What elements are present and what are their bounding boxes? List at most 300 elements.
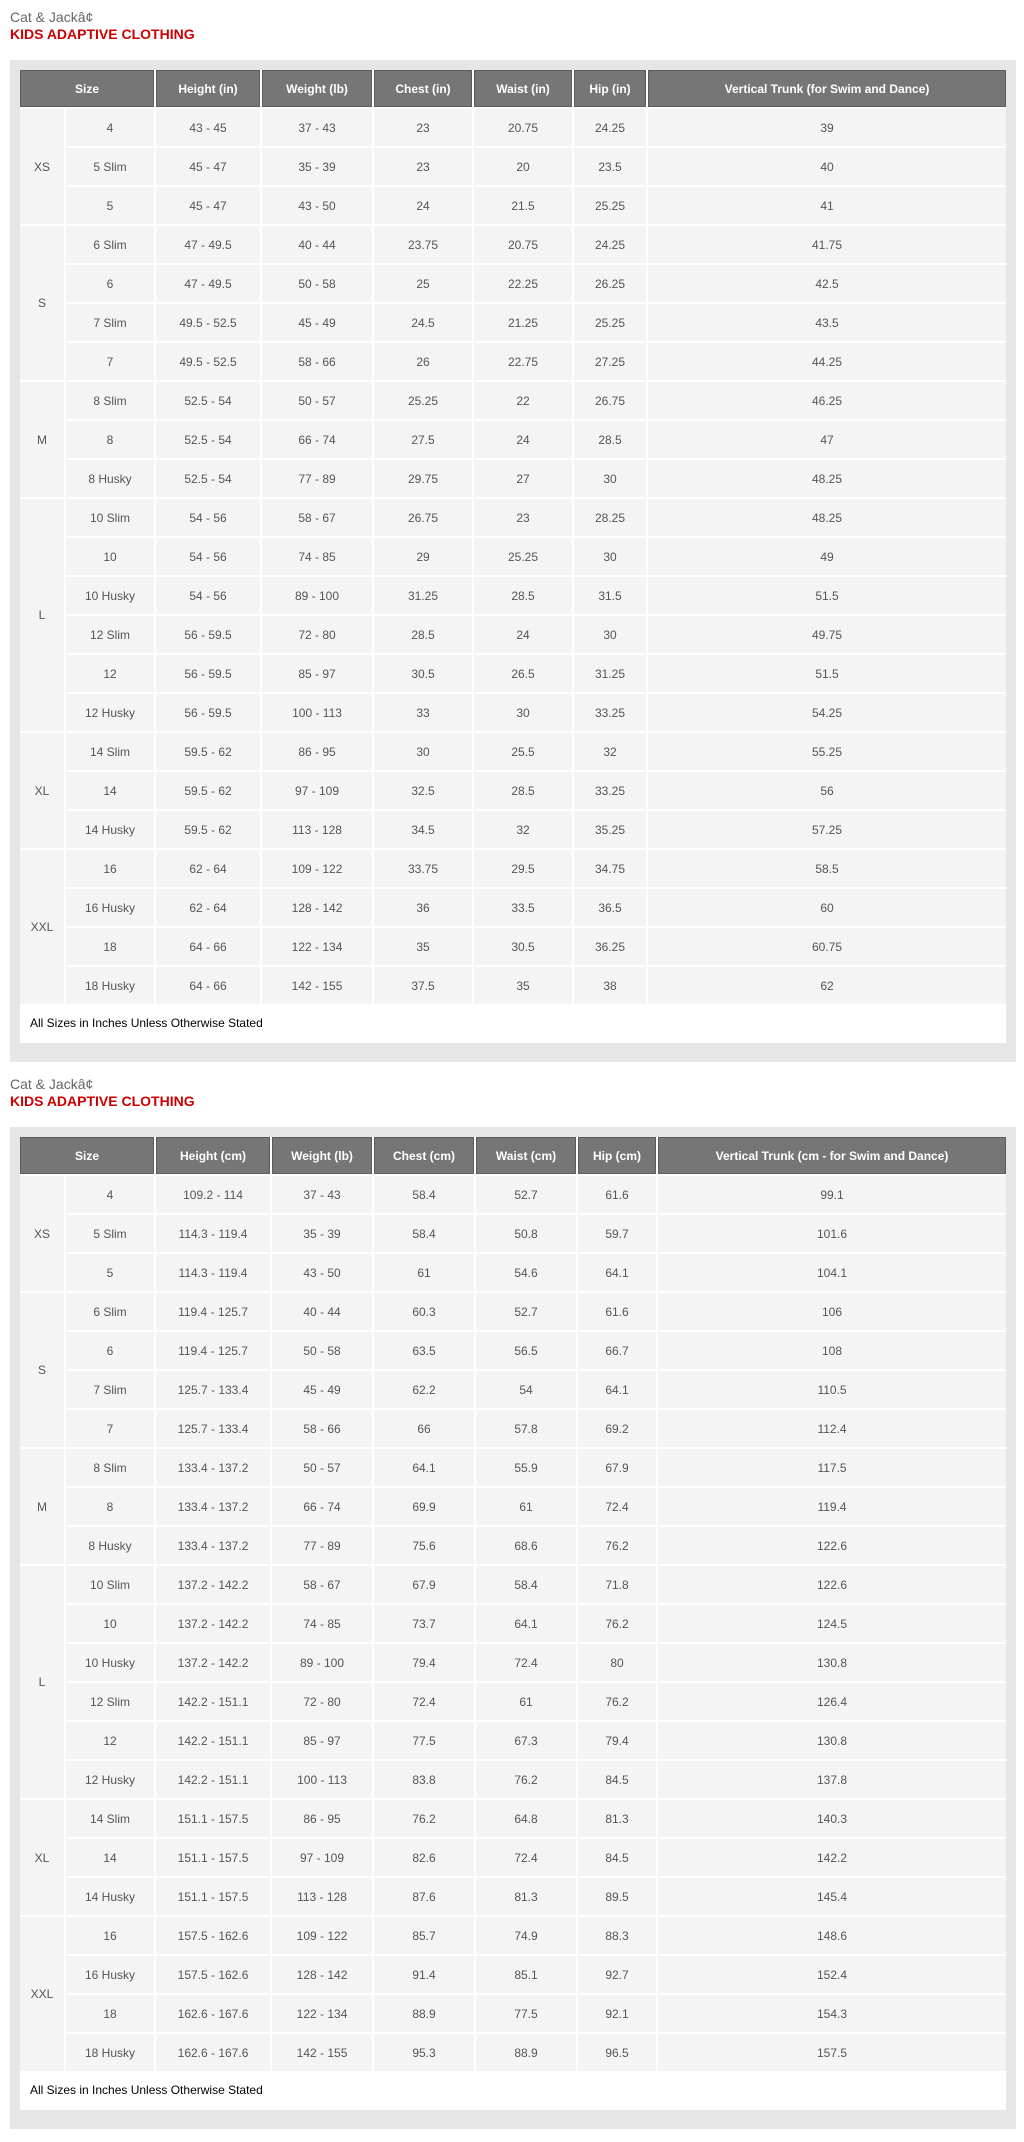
size-cell: 16 Husky xyxy=(66,1956,154,1993)
measurement-cell: 122 - 134 xyxy=(262,928,372,965)
measurement-cell: 30.5 xyxy=(374,655,472,692)
measurement-cell: 86 - 95 xyxy=(272,1800,372,1837)
table-row xyxy=(20,265,1006,302)
measurement-cell: 27 xyxy=(474,460,572,497)
measurement-cell: 54.6 xyxy=(476,1254,576,1291)
measurement-cell: 23 xyxy=(374,109,472,146)
table-row xyxy=(20,928,1006,965)
measurement-cell: 109 - 122 xyxy=(262,850,372,887)
measurement-cell: 23.5 xyxy=(574,148,646,185)
size-cell: 10 xyxy=(66,1605,154,1642)
measurement-cell: 87.6 xyxy=(374,1878,474,1915)
measurement-cell: 76.2 xyxy=(374,1800,474,1837)
measurement-cell: 99.1 xyxy=(658,1176,1006,1213)
measurement-cell: 77 - 89 xyxy=(262,460,372,497)
measurement-cell: 59.5 - 62 xyxy=(156,811,260,848)
column-header: Waist (in) xyxy=(474,70,572,107)
measurement-cell: 52.7 xyxy=(476,1176,576,1213)
measurement-cell: 25.25 xyxy=(474,538,572,575)
size-group-label: S xyxy=(20,226,64,380)
measurement-cell: 31.25 xyxy=(374,577,472,614)
table-row xyxy=(20,1566,1006,1603)
measurement-cell: 30.5 xyxy=(474,928,572,965)
measurement-cell: 47 - 49.5 xyxy=(156,226,260,263)
size-group-label: XXL xyxy=(20,1917,64,2071)
measurement-cell: 67.9 xyxy=(374,1566,474,1603)
size-cell: 6 Slim xyxy=(66,226,154,263)
measurement-cell: 92.7 xyxy=(578,1956,656,1993)
column-header: Chest (cm) xyxy=(374,1137,474,1174)
measurement-cell: 137.2 - 142.2 xyxy=(156,1605,270,1642)
measurement-cell: 51.5 xyxy=(648,655,1006,692)
table-row xyxy=(20,421,1006,458)
chart-title: KIDS ADAPTIVE CLOTHING xyxy=(10,1093,195,1109)
measurement-cell: 40 - 44 xyxy=(262,226,372,263)
measurement-cell: 64 - 66 xyxy=(156,928,260,965)
table-row xyxy=(20,1605,1006,1642)
measurement-cell: 54 - 56 xyxy=(156,538,260,575)
table-row xyxy=(20,148,1006,185)
measurement-cell: 76.2 xyxy=(578,1605,656,1642)
measurement-cell: 64.1 xyxy=(578,1371,656,1408)
measurement-cell: 74 - 85 xyxy=(262,538,372,575)
table-row xyxy=(20,304,1006,341)
measurement-cell: 56.5 xyxy=(476,1332,576,1369)
measurement-cell: 125.7 - 133.4 xyxy=(156,1410,270,1447)
table-row xyxy=(20,850,1006,887)
size-cell: 14 Husky xyxy=(66,811,154,848)
size-cell: 18 Husky xyxy=(66,967,154,1004)
measurement-cell: 24.25 xyxy=(574,109,646,146)
measurement-cell: 142.2 - 151.1 xyxy=(156,1683,270,1720)
measurement-cell: 20.75 xyxy=(474,109,572,146)
measurement-cell: 39 xyxy=(648,109,1006,146)
measurement-cell: 109.2 - 114 xyxy=(156,1176,270,1213)
measurement-cell: 61 xyxy=(374,1254,474,1291)
measurement-cell: 36.25 xyxy=(574,928,646,965)
table-row xyxy=(20,655,1006,692)
table-row xyxy=(20,1800,1006,1837)
measurement-cell: 133.4 - 137.2 xyxy=(156,1488,270,1525)
measurement-cell: 45 - 47 xyxy=(156,187,260,224)
measurement-cell: 80 xyxy=(578,1644,656,1681)
size-cell: 14 xyxy=(66,1839,154,1876)
measurement-cell: 52.5 - 54 xyxy=(156,421,260,458)
measurement-cell: 75.6 xyxy=(374,1527,474,1564)
measurement-cell: 49.75 xyxy=(648,616,1006,653)
measurement-cell: 112.4 xyxy=(658,1410,1006,1447)
measurement-cell: 22 xyxy=(474,382,572,419)
measurement-cell: 33 xyxy=(374,694,472,731)
measurement-cell: 133.4 - 137.2 xyxy=(156,1449,270,1486)
measurement-cell: 33.75 xyxy=(374,850,472,887)
table-row xyxy=(20,538,1006,575)
measurement-cell: 157.5 - 162.6 xyxy=(156,1917,270,1954)
measurement-cell: 42.5 xyxy=(648,265,1006,302)
column-header: Waist (cm) xyxy=(476,1137,576,1174)
measurement-cell: 29 xyxy=(374,538,472,575)
table-row xyxy=(20,967,1006,1004)
size-cell: 16 xyxy=(66,850,154,887)
size-cell: 14 Husky xyxy=(66,1878,154,1915)
column-header: Vertical Trunk (cm - for Swim and Dance) xyxy=(658,1137,1006,1174)
table-row xyxy=(20,2034,1006,2071)
measurement-cell: 26.25 xyxy=(574,265,646,302)
measurement-cell: 126.4 xyxy=(658,1683,1006,1720)
table-row xyxy=(20,460,1006,497)
measurement-cell: 151.1 - 157.5 xyxy=(156,1800,270,1837)
measurement-cell: 29.75 xyxy=(374,460,472,497)
measurement-cell: 60 xyxy=(648,889,1006,926)
measurement-cell: 35 xyxy=(374,928,472,965)
table-row xyxy=(20,1917,1006,1954)
measurement-cell: 86 - 95 xyxy=(262,733,372,770)
column-header: Height (in) xyxy=(156,70,260,107)
measurement-cell: 148.6 xyxy=(658,1917,1006,1954)
table-row xyxy=(20,1878,1006,1915)
measurement-cell: 56 xyxy=(648,772,1006,809)
size-group-label: XL xyxy=(20,733,64,848)
chart-title: KIDS ADAPTIVE CLOTHING xyxy=(10,26,195,42)
measurement-cell: 25.5 xyxy=(474,733,572,770)
measurement-cell: 48.25 xyxy=(648,460,1006,497)
measurement-cell: 33.25 xyxy=(574,772,646,809)
measurement-cell: 62 - 64 xyxy=(156,889,260,926)
size-cell: 12 xyxy=(66,655,154,692)
measurement-cell: 73.7 xyxy=(374,1605,474,1642)
measurement-cell: 104.1 xyxy=(658,1254,1006,1291)
size-cell: 5 Slim xyxy=(66,148,154,185)
measurement-cell: 74.9 xyxy=(476,1917,576,1954)
size-cell: 18 xyxy=(66,1995,154,2032)
measurement-cell: 33.25 xyxy=(574,694,646,731)
measurement-cell: 38 xyxy=(574,967,646,1004)
size-cell: 5 xyxy=(66,187,154,224)
column-header: Hip (in) xyxy=(574,70,646,107)
measurement-cell: 27.5 xyxy=(374,421,472,458)
table-row xyxy=(20,1293,1006,1330)
measurement-cell: 22.25 xyxy=(474,265,572,302)
measurement-cell: 119.4 - 125.7 xyxy=(156,1293,270,1330)
measurement-cell: 56 - 59.5 xyxy=(156,694,260,731)
measurement-cell: 130.8 xyxy=(658,1722,1006,1759)
size-cell: 7 xyxy=(66,343,154,380)
measurement-cell: 72.4 xyxy=(476,1644,576,1681)
measurement-cell: 97 - 109 xyxy=(262,772,372,809)
chart-panel xyxy=(10,60,1016,1062)
size-group-label: S xyxy=(20,1293,64,1447)
measurement-cell: 40 xyxy=(648,148,1006,185)
measurement-cell: 117.5 xyxy=(658,1449,1006,1486)
measurement-cell: 50 - 57 xyxy=(262,382,372,419)
measurement-cell: 46.25 xyxy=(648,382,1006,419)
measurement-cell: 30 xyxy=(574,460,646,497)
measurement-cell: 23.75 xyxy=(374,226,472,263)
size-cell: 8 Slim xyxy=(66,1449,154,1486)
size-group-label: XL xyxy=(20,1800,64,1915)
measurement-cell: 30 xyxy=(474,694,572,731)
table-row xyxy=(20,889,1006,926)
size-cell: 10 Husky xyxy=(66,577,154,614)
measurement-cell: 66 - 74 xyxy=(262,421,372,458)
measurement-cell: 89.5 xyxy=(578,1878,656,1915)
measurement-cell: 32.5 xyxy=(374,772,472,809)
table-row xyxy=(20,382,1006,419)
measurement-cell: 25.25 xyxy=(574,187,646,224)
measurement-cell: 101.6 xyxy=(658,1215,1006,1252)
measurement-cell: 62 - 64 xyxy=(156,850,260,887)
measurement-cell: 88.3 xyxy=(578,1917,656,1954)
size-cell: 4 xyxy=(66,109,154,146)
table-row xyxy=(20,1995,1006,2032)
measurement-cell: 37.5 xyxy=(374,967,472,1004)
measurement-cell: 25.25 xyxy=(374,382,472,419)
table-row xyxy=(20,1761,1006,1798)
table-row xyxy=(20,577,1006,614)
measurement-cell: 137.2 - 142.2 xyxy=(156,1644,270,1681)
measurement-cell: 72 - 80 xyxy=(272,1683,372,1720)
size-group-label: L xyxy=(20,499,64,731)
measurement-cell: 49.5 - 52.5 xyxy=(156,343,260,380)
measurement-cell: 83.8 xyxy=(374,1761,474,1798)
measurement-cell: 154.3 xyxy=(658,1995,1006,2032)
measurement-cell: 61.6 xyxy=(578,1176,656,1213)
measurement-cell: 28.5 xyxy=(474,577,572,614)
size-cell: 5 xyxy=(66,1254,154,1291)
measurement-cell: 28.25 xyxy=(574,499,646,536)
measurement-cell: 152.4 xyxy=(658,1956,1006,1993)
measurement-cell: 79.4 xyxy=(578,1722,656,1759)
measurement-cell: 124.5 xyxy=(658,1605,1006,1642)
size-table xyxy=(18,1135,1008,2073)
size-cell: 16 Husky xyxy=(66,889,154,926)
measurement-cell: 36.5 xyxy=(574,889,646,926)
brand-name: Cat & Jackâ¢ xyxy=(10,9,94,25)
measurement-cell: 74 - 85 xyxy=(272,1605,372,1642)
measurement-cell: 64.1 xyxy=(476,1605,576,1642)
measurement-cell: 88.9 xyxy=(476,2034,576,2071)
measurement-cell: 85 - 97 xyxy=(262,655,372,692)
measurement-cell: 25.25 xyxy=(574,304,646,341)
measurement-cell: 61 xyxy=(476,1683,576,1720)
measurement-cell: 50 - 58 xyxy=(272,1332,372,1369)
measurement-cell: 58.4 xyxy=(374,1215,474,1252)
size-cell: 16 xyxy=(66,1917,154,1954)
measurement-cell: 26.5 xyxy=(474,655,572,692)
table-row xyxy=(20,109,1006,146)
chart-inner xyxy=(20,70,1006,1043)
measurement-cell: 97 - 109 xyxy=(272,1839,372,1876)
measurement-cell: 49 xyxy=(648,538,1006,575)
measurement-cell: 66 - 74 xyxy=(272,1488,372,1525)
measurement-cell: 130.8 xyxy=(658,1644,1006,1681)
measurement-cell: 28.5 xyxy=(374,616,472,653)
measurement-cell: 122 - 134 xyxy=(272,1995,372,2032)
size-cell: 7 Slim xyxy=(66,304,154,341)
measurement-cell: 58 - 66 xyxy=(262,343,372,380)
size-group-label: M xyxy=(20,382,64,497)
measurement-cell: 151.1 - 157.5 xyxy=(156,1839,270,1876)
size-cell: 7 xyxy=(66,1410,154,1447)
measurement-cell: 26 xyxy=(374,343,472,380)
table-row xyxy=(20,1254,1006,1291)
table-row xyxy=(20,343,1006,380)
size-cell: 6 xyxy=(66,265,154,302)
size-cell: 12 xyxy=(66,1722,154,1759)
measurement-cell: 36 xyxy=(374,889,472,926)
measurement-cell: 26.75 xyxy=(374,499,472,536)
measurement-cell: 68.6 xyxy=(476,1527,576,1564)
measurement-cell: 43 - 50 xyxy=(272,1254,372,1291)
measurement-cell: 35 xyxy=(474,967,572,1004)
table-row xyxy=(20,1839,1006,1876)
measurement-cell: 113 - 128 xyxy=(262,811,372,848)
measurement-cell: 114.3 - 119.4 xyxy=(156,1254,270,1291)
size-cell: 10 xyxy=(66,538,154,575)
table-row xyxy=(20,1410,1006,1447)
brand-name: Cat & Jackâ¢ xyxy=(10,1076,94,1092)
measurement-cell: 34.5 xyxy=(374,811,472,848)
size-cell: 10 Slim xyxy=(66,1566,154,1603)
size-cell: 12 Slim xyxy=(66,616,154,653)
table-row xyxy=(20,1215,1006,1252)
measurement-cell: 67.3 xyxy=(476,1722,576,1759)
measurement-cell: 100 - 113 xyxy=(262,694,372,731)
measurement-cell: 23 xyxy=(374,148,472,185)
measurement-cell: 43 - 45 xyxy=(156,109,260,146)
size-cell: 14 Slim xyxy=(66,733,154,770)
measurement-cell: 100 - 113 xyxy=(272,1761,372,1798)
measurement-cell: 22.75 xyxy=(474,343,572,380)
column-header: Size xyxy=(20,70,154,107)
measurement-cell: 29.5 xyxy=(474,850,572,887)
size-cell: 5 Slim xyxy=(66,1215,154,1252)
size-group-label: XXL xyxy=(20,850,64,1004)
measurement-cell: 44.25 xyxy=(648,343,1006,380)
measurement-cell: 52.5 - 54 xyxy=(156,382,260,419)
measurement-cell: 55.25 xyxy=(648,733,1006,770)
measurement-cell: 48.25 xyxy=(648,499,1006,536)
measurement-cell: 72.4 xyxy=(476,1839,576,1876)
measurement-cell: 43.5 xyxy=(648,304,1006,341)
measurement-cell: 72.4 xyxy=(578,1488,656,1525)
table-row xyxy=(20,226,1006,263)
size-cell: 10 Slim xyxy=(66,499,154,536)
measurement-cell: 119.4 xyxy=(658,1488,1006,1525)
measurement-cell: 95.3 xyxy=(374,2034,474,2071)
measurement-cell: 41.75 xyxy=(648,226,1006,263)
measurement-cell: 64.1 xyxy=(578,1254,656,1291)
size-cell: 6 Slim xyxy=(66,1293,154,1330)
measurement-cell: 62 xyxy=(648,967,1006,1004)
measurement-cell: 50 - 57 xyxy=(272,1449,372,1486)
size-group-label: XS xyxy=(20,1176,64,1291)
measurement-cell: 51.5 xyxy=(648,577,1006,614)
measurement-cell: 62.2 xyxy=(374,1371,474,1408)
chart-panel xyxy=(10,1127,1016,2129)
measurement-cell: 49.5 - 52.5 xyxy=(156,304,260,341)
table-row xyxy=(20,1644,1006,1681)
measurement-cell: 109 - 122 xyxy=(272,1917,372,1954)
measurement-cell: 133.4 - 137.2 xyxy=(156,1527,270,1564)
measurement-cell: 32 xyxy=(574,733,646,770)
measurement-cell: 122.6 xyxy=(658,1527,1006,1564)
table-row xyxy=(20,772,1006,809)
measurement-cell: 50 - 58 xyxy=(262,265,372,302)
table-row xyxy=(20,1683,1006,1720)
table-row xyxy=(20,1722,1006,1759)
header-row xyxy=(20,1137,1006,1174)
measurement-cell: 57.25 xyxy=(648,811,1006,848)
measurement-cell: 128 - 142 xyxy=(262,889,372,926)
column-header: Weight (lb) xyxy=(262,70,372,107)
measurement-cell: 71.8 xyxy=(578,1566,656,1603)
measurement-cell: 54 - 56 xyxy=(156,499,260,536)
measurement-cell: 35 - 39 xyxy=(272,1215,372,1252)
table-row xyxy=(20,1449,1006,1486)
size-cell: 12 Slim xyxy=(66,1683,154,1720)
units-note: All Sizes in Inches Unless Otherwise Stated xyxy=(30,2083,263,2097)
measurement-cell: 63.5 xyxy=(374,1332,474,1369)
size-cell: 10 Husky xyxy=(66,1644,154,1681)
table-row xyxy=(20,1527,1006,1564)
measurement-cell: 45 - 49 xyxy=(262,304,372,341)
measurement-cell: 110.5 xyxy=(658,1371,1006,1408)
column-header: Chest (in) xyxy=(374,70,472,107)
measurement-cell: 26.75 xyxy=(574,382,646,419)
table-row xyxy=(20,733,1006,770)
measurement-cell: 84.5 xyxy=(578,1839,656,1876)
measurement-cell: 28.5 xyxy=(474,772,572,809)
size-cell: 7 Slim xyxy=(66,1371,154,1408)
measurement-cell: 157.5 xyxy=(658,2034,1006,2071)
measurement-cell: 60.3 xyxy=(374,1293,474,1330)
measurement-cell: 37 - 43 xyxy=(262,109,372,146)
chart-inner xyxy=(20,1137,1006,2110)
measurement-cell: 54.25 xyxy=(648,694,1006,731)
measurement-cell: 77.5 xyxy=(374,1722,474,1759)
measurement-cell: 24 xyxy=(474,421,572,458)
header-row xyxy=(20,70,1006,107)
measurement-cell: 67.9 xyxy=(578,1449,656,1486)
measurement-cell: 59.5 - 62 xyxy=(156,733,260,770)
measurement-cell: 47 xyxy=(648,421,1006,458)
measurement-cell: 77.5 xyxy=(476,1995,576,2032)
size-cell: 8 xyxy=(66,1488,154,1525)
table-row xyxy=(20,1176,1006,1213)
size-cell: 8 Slim xyxy=(66,382,154,419)
measurement-cell: 79.4 xyxy=(374,1644,474,1681)
size-group-label: XS xyxy=(20,109,64,224)
measurement-cell: 92.1 xyxy=(578,1995,656,2032)
measurement-cell: 142.2 xyxy=(658,1839,1006,1876)
measurement-cell: 89 - 100 xyxy=(272,1644,372,1681)
size-cell: 12 Husky xyxy=(66,694,154,731)
measurement-cell: 30 xyxy=(574,538,646,575)
measurement-cell: 35.25 xyxy=(574,811,646,848)
measurement-cell: 137.2 - 142.2 xyxy=(156,1566,270,1603)
measurement-cell: 24.5 xyxy=(374,304,472,341)
measurement-cell: 85.7 xyxy=(374,1917,474,1954)
measurement-cell: 142 - 155 xyxy=(272,2034,372,2071)
column-header: Weight (lb) xyxy=(272,1137,372,1174)
measurement-cell: 89 - 100 xyxy=(262,577,372,614)
measurement-cell: 162.6 - 167.6 xyxy=(156,1995,270,2032)
table-row xyxy=(20,187,1006,224)
measurement-cell: 58 - 67 xyxy=(272,1566,372,1603)
measurement-cell: 72 - 80 xyxy=(262,616,372,653)
measurement-cell: 56 - 59.5 xyxy=(156,616,260,653)
